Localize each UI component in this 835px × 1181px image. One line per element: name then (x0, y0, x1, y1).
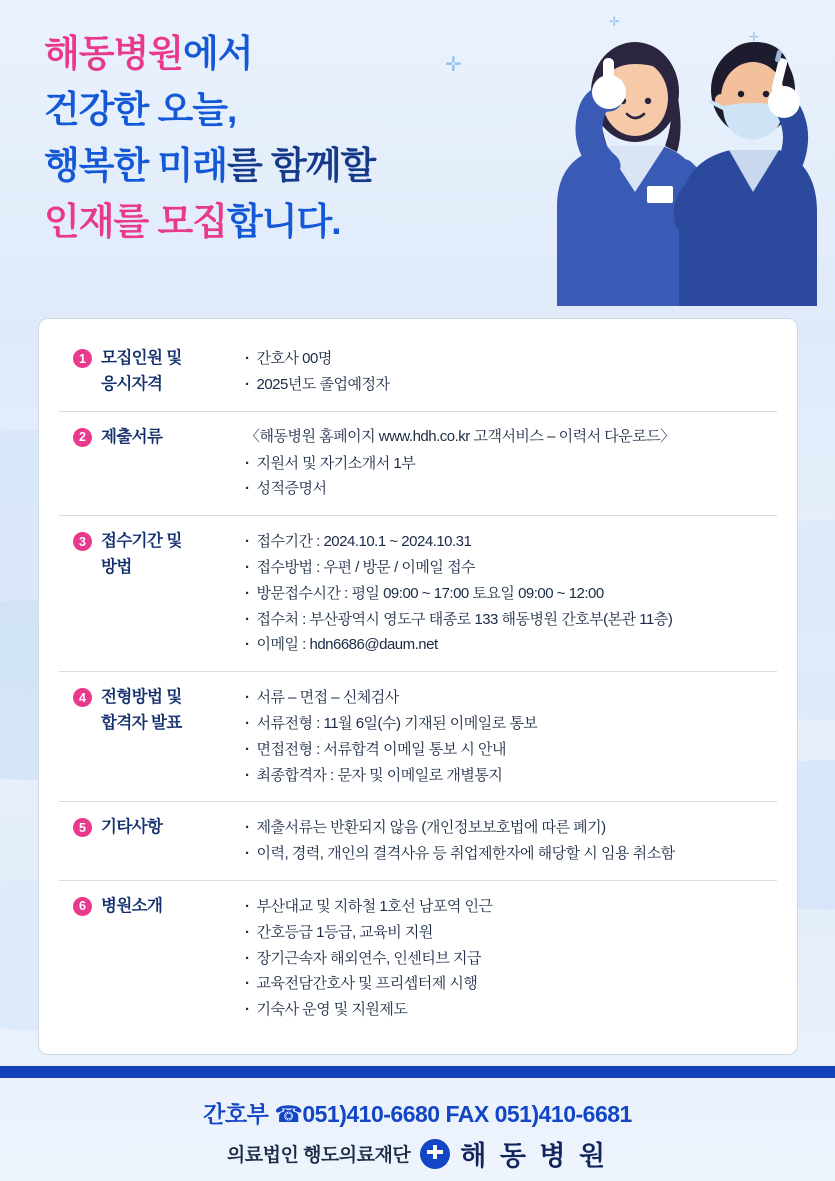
section-row (59, 672, 777, 802)
section-header (59, 529, 241, 580)
sparkle-icon: ✛ (609, 14, 620, 29)
section-header (59, 685, 241, 736)
section-body: · 서류 – 면접 – 신체검사 · 서류전형 : 11월 6일(수) 기재된 이메일로 통보 · 면접전형 : 서류합격 이메일 통보 시 안내 · 최종합격자 : 문자 및 이메일로 개별통지 (241, 685, 777, 788)
nurses-svg (487, 6, 817, 306)
section-title: 모집인원 및 응시자격 (101, 349, 182, 393)
section-header (59, 894, 241, 920)
headline-line-1: 해동병원에서 (44, 33, 253, 74)
headline-line-3: 행복한 미래를 함께할 (44, 145, 376, 187)
section-title: 접수기간 및 방법 (101, 532, 182, 576)
sparkle-icon: ✛ (445, 54, 462, 76)
section-body: · 제출서류는 반환되지 않음 (개인정보보호법에 따른 폐기) · 이력, 경력, 개인의 결격사유 등 취업제한자에 해당할 시 임용 취소함 (241, 815, 777, 867)
hospital-cross-logo-icon (420, 1139, 450, 1169)
section-number-badge: 6 (73, 897, 92, 916)
headline-hospital-name: 해동병원 (44, 33, 183, 74)
section-number-badge: 3 (73, 532, 92, 551)
section-title: 기타사항 (101, 818, 163, 837)
info-card (38, 318, 798, 1055)
section-row (59, 333, 777, 412)
section-header (59, 815, 241, 841)
section-row (59, 516, 777, 672)
headline-line-4: 인재를 모집합니다. (44, 201, 341, 243)
section-number-badge: 4 (73, 688, 92, 707)
brand-block (0, 1134, 835, 1173)
poster-header (0, 0, 835, 310)
section-body: 〈해동병원 홈페이지 www.hdh.co.kr 고객서비스 – 이력서 다운로드〉 · 지원서 및 자기소개서 1부 · 성적증명서 (241, 425, 777, 503)
section-header (59, 425, 241, 451)
nurses-illustration (445, 6, 817, 306)
hospital-name: 해 동 병 원 (460, 1141, 609, 1171)
section-note: 〈해동병원 홈페이지 www.hdh.co.kr 고객서비스 – 이력서 다운로드〉 (245, 427, 675, 445)
section-number-badge: 2 (73, 428, 92, 447)
section-row (59, 881, 777, 1036)
headline-line-2: 건강한 오늘, (44, 89, 237, 131)
section-body: · 부산대교 및 지하철 1호선 남포역 인근 · 간호등급 1등급, 교육비 지원 · 장기근속자 해외연수, 인센티브 지급 · 교육전담간호사 및 프리셉터제 시행 · 기숙사 운영 및 지원제도 (241, 894, 777, 1023)
section-title: 제출서류 (101, 427, 163, 446)
section-row (59, 802, 777, 881)
section-number-badge: 1 (73, 349, 92, 368)
section-body: · 간호사 00명 · 2025년도 졸업예정자 (241, 346, 777, 398)
section-body: · 접수기간 : 2024.10.1 ~ 2024.10.31 · 접수방법 : 우편 / 방문 / 이메일 접수 · 방문접수시간 : 평일 09:00 ~ 17:00 토요일 09:00 ~ 12:00 · 접수처 : 부산광역시 영도구 태종로 133 해동병원 간호부(본관 11층) · 이메일 : hdn6686@daum.net (241, 529, 777, 658)
section-title: 병원소개 (101, 896, 163, 915)
headline (44, 30, 375, 254)
section-number-badge: 5 (73, 818, 92, 837)
contact-line: 간호부 ☎051)410-6680 FAX 051)410-6681 (203, 1101, 632, 1127)
foundation-name: 의료법인 행도의료재단 (226, 1145, 411, 1166)
footer-divider-bar (0, 1066, 835, 1078)
sparkle-icon: ✛ (749, 30, 760, 44)
section-title: 전형방법 및 합격자 발표 (101, 688, 182, 732)
section-header (59, 346, 241, 397)
section-row (59, 412, 777, 517)
